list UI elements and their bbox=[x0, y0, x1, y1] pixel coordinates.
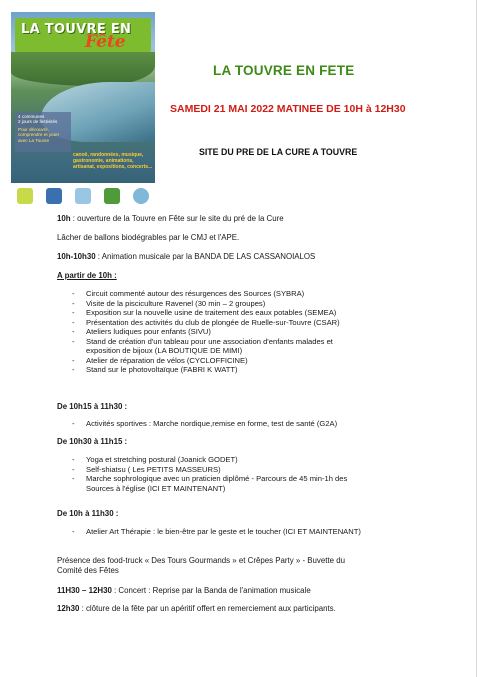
list-item: - Stand de création d'un tableau pour une association d'enfants malades et bbox=[72, 337, 340, 347]
section-list-1030 bbox=[72, 455, 347, 493]
line-text: : ouverture de la Touvre en Fête sur le site du pré de la Cure bbox=[70, 214, 284, 223]
list-item-continuation: exposition de bijoux (LA BOUTIQUE DE MIMI) bbox=[86, 346, 243, 356]
section-list-from-10h bbox=[72, 289, 340, 375]
list-item: - Activités sportives : Marche nordique,remise en forme, test de santé (G2A) bbox=[72, 419, 337, 429]
poster-title-fete: Fête bbox=[85, 32, 126, 52]
poster-title-banner bbox=[15, 18, 151, 52]
list-item: - Atelier Art Thérapie : le bien-être par le geste et le toucher (ICI ET MAINTENANT) bbox=[72, 527, 361, 537]
poster-trees bbox=[11, 52, 155, 86]
food-truck-line: Présence des food-truck « Des Tours Gourmands » et Crêpes Party » - Buvette du bbox=[57, 556, 346, 565]
poster-info-box bbox=[15, 112, 71, 152]
list-item: - Ateliers ludiques pour enfants (SIVU) bbox=[72, 327, 340, 337]
food-truck-line-cont: Comité des Fêtes bbox=[57, 566, 119, 575]
list-item: - Exposition sur la nouvelle usine de traitement des eaux potables (SEMEA) bbox=[72, 308, 340, 318]
poster-box-line2: 2 jours de festivités bbox=[18, 119, 58, 125]
poster-title-text: LA TOUVRE EN bbox=[21, 22, 132, 37]
section-heading-1030: De 10h30 à 11h15 : bbox=[57, 437, 128, 446]
poster-box-line3: Pour découvrir, comprendre et jouer avec La Touvre bbox=[18, 126, 60, 143]
line-text: : clôture de la fête par un apéritif offert en remerciement aux participants. bbox=[79, 604, 336, 613]
program-line-closing bbox=[57, 604, 336, 614]
sponsor-logo-icon bbox=[46, 188, 62, 204]
list-item: - Visite de la pisciculture Ravenel (30 min – 2 groupes) bbox=[72, 299, 340, 309]
list-item: - Self-shiatsu ( Les PETITS MASSEURS) bbox=[72, 465, 347, 475]
page-title: LA TOUVRE EN FETE bbox=[213, 63, 355, 78]
list-item: - Yoga et stretching postural (Joanick GODET) bbox=[72, 455, 347, 465]
event-site: SITE DU PRE DE LA CURE A TOUVRE bbox=[199, 147, 358, 157]
event-date: SAMEDI 21 MAI 2022 MATINEE DE 10H à 12H30 bbox=[170, 103, 406, 115]
time-label: 12h30 bbox=[57, 604, 80, 613]
event-poster-image bbox=[11, 12, 155, 209]
list-item: - Présentation des activités du club de plongée de Ruelle-sur-Touvre (CSAR) bbox=[72, 318, 340, 328]
poster-activities: canoë, randonnées, musique, gastronomie, animations, artisanat, expositions, concerts... bbox=[73, 152, 153, 170]
section-list-10h-1130 bbox=[72, 527, 361, 537]
poster-box-line1: 4 communes bbox=[18, 114, 45, 119]
sponsor-logo-icon bbox=[133, 188, 149, 204]
line-text: : Animation musicale par la BANDA DE LAS CASSANOIALOS bbox=[95, 252, 316, 261]
time-label: 11H30 – 12H30 bbox=[57, 586, 112, 595]
program-line-opening bbox=[57, 214, 284, 224]
section-heading-10h-1130: De 10h à 11h30 : bbox=[57, 509, 119, 518]
sponsor-logo-icon bbox=[17, 188, 33, 204]
list-item-continuation: Sources à l'église (ICI ET MAINTENANT) bbox=[86, 483, 226, 493]
sponsor-logo-icon bbox=[104, 188, 120, 204]
program-line-concert bbox=[57, 586, 311, 596]
section-heading-from-10h: A partir de 10h : bbox=[57, 271, 117, 280]
poster-logo-strip bbox=[11, 183, 155, 209]
line-text: : Concert : Reprise par la Banda de l'animation musicale bbox=[111, 586, 311, 595]
list-item: - Atelier de réparation de vélos (CYCLOFFICINE) bbox=[72, 356, 340, 366]
sponsor-logo-icon bbox=[75, 188, 91, 204]
list-item: - Circuit commenté autour des résurgences des Sources (SYBRA) bbox=[72, 289, 340, 299]
section-list-1015 bbox=[72, 419, 337, 429]
program-line-balloons: Lâcher de ballons biodégrables par le CMJ et l'APE. bbox=[57, 233, 240, 242]
program-line-music bbox=[57, 252, 315, 262]
list-item: - Marche sophrologique avec un praticien diplômé - Parcours de 45 min-1h des bbox=[72, 474, 347, 484]
time-label: 10h-10h30 bbox=[57, 252, 96, 261]
list-item: - Stand sur le photovoltaïque (FABRI K WATT) bbox=[72, 365, 340, 375]
time-label: 10h bbox=[57, 214, 71, 223]
section-heading-1015: De 10h15 à 11h30 : bbox=[57, 402, 128, 411]
